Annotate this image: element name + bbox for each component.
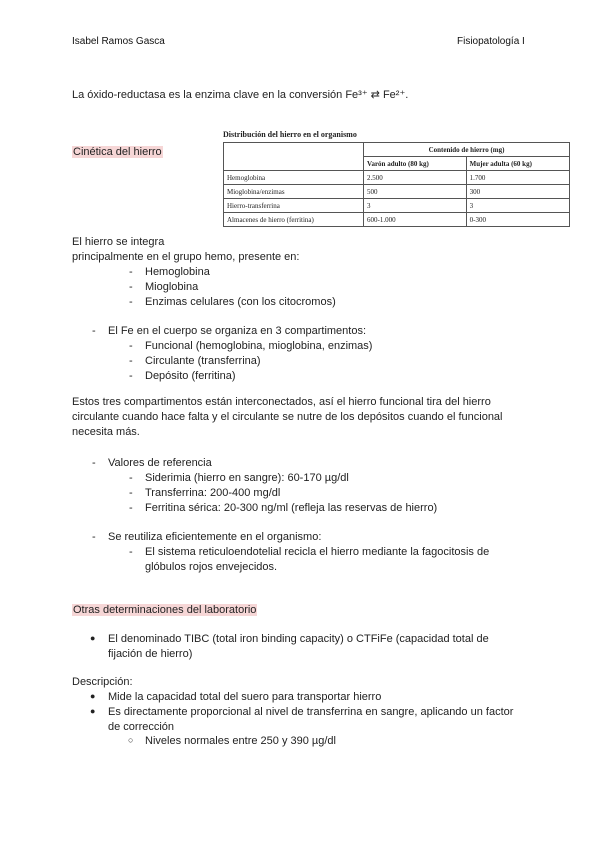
tibc-line-1: El denominado TIBC (total iron binding capacity) o CTFiFe (capacidad total de (108, 633, 489, 645)
reference-title: Valores de referencia (108, 457, 212, 469)
reference-item: Ferritina sérica: 20-300 ng/ml (refleja las reservas de hierro) (145, 502, 438, 514)
table-cell: 3 (364, 199, 467, 213)
header-subject: Fisiopatología I (457, 36, 525, 47)
table-cell: 1.700 (466, 171, 569, 185)
bullet-icon: ● (90, 706, 96, 716)
table-cell: 0-300 (466, 213, 569, 227)
table-cell: 300 (466, 185, 569, 199)
table-cell: 500 (364, 185, 467, 199)
description-item-cont: de corrección (108, 721, 175, 733)
table-header-empty (224, 157, 364, 171)
reuse-item-line-1: El sistema reticuloendotelial recicla el hierro mediante la fagocitosis de (145, 546, 490, 558)
description-item: Mide la capacidad total del suero para transportar hierro (108, 691, 382, 703)
hemo-item: Enzimas celulares (con los citocromos) (145, 296, 336, 308)
dash-marker: - (129, 340, 133, 352)
dash-marker: - (129, 370, 133, 382)
hemo-item: Hemoglobina (145, 266, 210, 278)
table-row (224, 213, 570, 227)
table-col-header: Mujer adulta (60 kg) (466, 157, 569, 171)
table-row (224, 171, 570, 185)
paragraph-line: necesita más. (72, 426, 140, 438)
table-cell: 2.500 (364, 171, 467, 185)
iron-distribution-table (223, 142, 570, 227)
dash-marker: - (129, 546, 133, 558)
section-title-lab: Otras determinaciones del laboratorio (73, 604, 257, 616)
compartment-item: Circulante (transferrina) (145, 355, 261, 367)
table-header-row (224, 143, 570, 157)
dash-marker: - (92, 325, 96, 337)
tibc-line-2: fijación de hierro) (108, 648, 193, 660)
table-cell: 600-1.000 (364, 213, 467, 227)
table-row (224, 199, 570, 213)
description-item: Es directamente proporcional al nivel de transferrina en sangre, aplicando un factor (108, 706, 514, 718)
header-author: Isabel Ramos Gasca (72, 36, 165, 47)
description-title: Descripción: (72, 676, 133, 688)
table-header-row (224, 157, 570, 171)
dash-marker: - (92, 531, 96, 543)
paragraph-line: circulante cuando hace falta y el circulante se nutre de los depósitos cuando el funcional (72, 411, 503, 423)
dash-marker: - (129, 355, 133, 367)
dash-marker: - (129, 487, 133, 499)
dash-marker: - (129, 502, 133, 514)
table-cell: 3 (466, 199, 569, 213)
paragraph-line: Estos tres compartimentos están interconectados, así el hierro funcional tira del hierro (72, 396, 491, 408)
intro-text: La óxido-reductasa es la enzima clave en la conversión Fe³⁺ ⇄ Fe²⁺. (72, 89, 409, 101)
reuse-item-line-2: glóbulos rojos envejecidos. (145, 561, 278, 573)
hemo-line-2: principalmente en el grupo hemo, presente en: (72, 251, 300, 263)
bullet-icon: ● (90, 691, 96, 701)
bullet-icon: ● (90, 633, 96, 643)
dash-marker: - (129, 472, 133, 484)
reuse-title: Se reutiliza eficientemente en el organismo: (108, 531, 322, 543)
dash-marker: - (129, 296, 133, 308)
table-cell: Hemoglobina (224, 171, 364, 185)
table-group-header: Contenido de hierro (mg) (364, 143, 570, 157)
table-row (224, 185, 570, 199)
hemo-item: Mioglobina (145, 281, 199, 293)
compartments-title: El Fe en el cuerpo se organiza en 3 compartimentos: (108, 325, 367, 337)
table-col-header: Varón adulto (80 kg) (364, 157, 467, 171)
compartment-item: Depósito (ferritina) (145, 370, 236, 382)
section-title-iron-kinetics: Cinética del hierro (73, 146, 162, 158)
table-caption: Distribución del hierro en el organismo (223, 130, 357, 139)
table-cell: Hierro-transferrina (224, 199, 364, 213)
description-subitem: Niveles normales entre 250 y 390 µg/dl (145, 735, 336, 747)
reference-item: Siderimia (hierro en sangre): 60-170 µg/dl (145, 472, 349, 484)
table-header-empty (224, 143, 364, 157)
compartment-item: Funcional (hemoglobina, mioglobina, enzimas) (145, 340, 373, 352)
dash-marker: - (129, 266, 133, 278)
hemo-line-1: El hierro se integra (72, 236, 165, 248)
reference-item: Transferrina: 200-400 mg/dl (145, 487, 281, 499)
circle-bullet-icon: ○ (128, 735, 134, 745)
dash-marker: - (92, 457, 96, 469)
table-cell: Almacenes de hierro (ferritina) (224, 213, 364, 227)
table-cell: Mioglobina/enzimas (224, 185, 364, 199)
dash-marker: - (129, 281, 133, 293)
